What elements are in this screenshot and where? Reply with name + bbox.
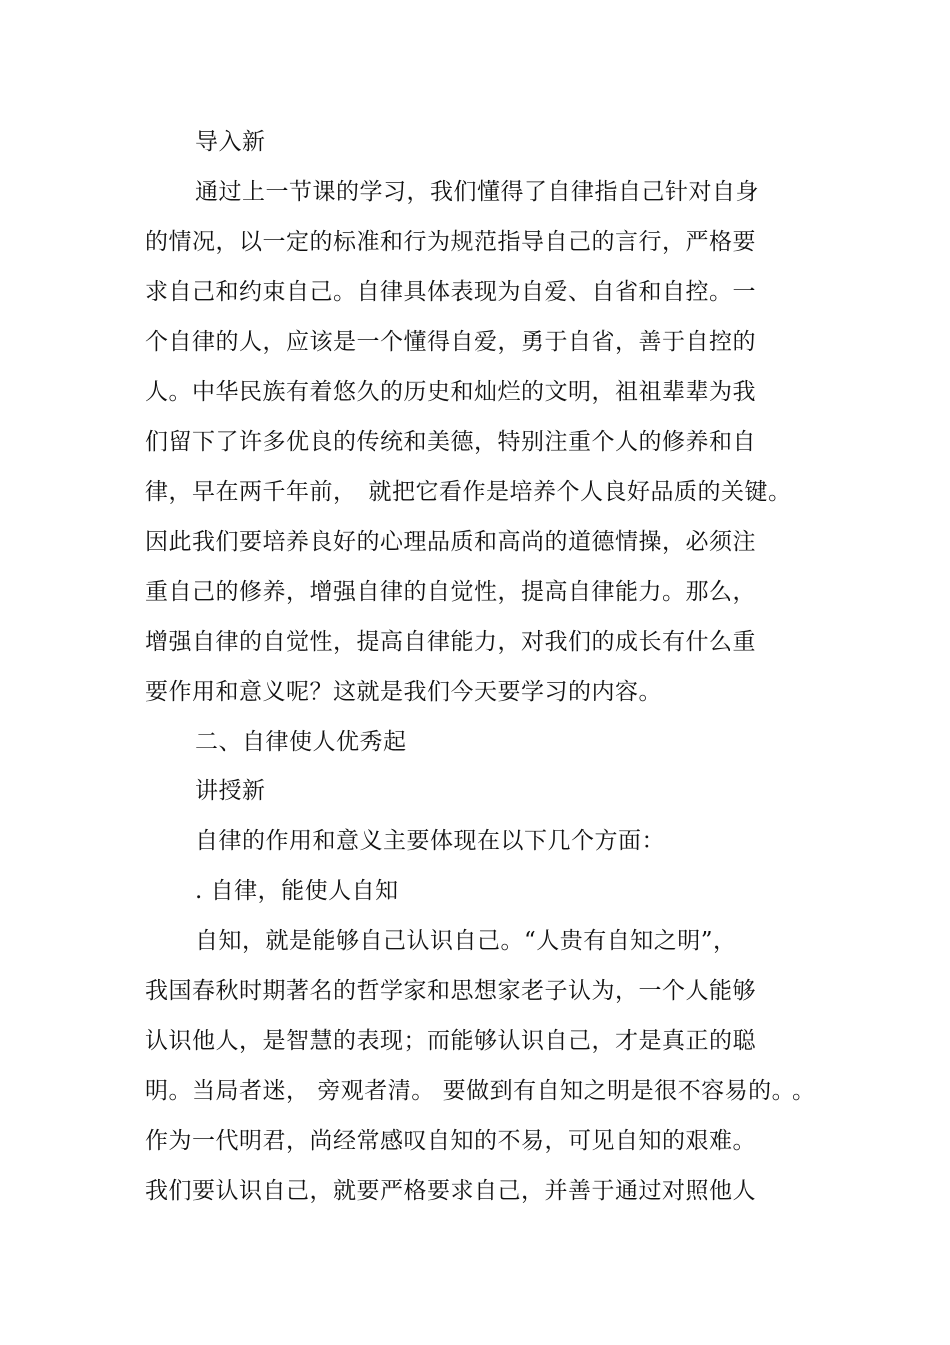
paragraph-line: 通过上一节课的学习，我们懂得了自律指自己针对自身 <box>195 179 759 205</box>
paragraph-line: 求自己和约束自己。自律具体表现为自爱、自省和自控。一 <box>145 279 756 305</box>
section-title: 二、自律使人优秀起 <box>195 729 407 755</box>
paragraph-line: 律，早在两千年前， 就把它看作是培养个人良好品质的关键。 <box>145 479 792 505</box>
paragraph-line: 认识他人，是智慧的表现；而能够认识自己，才是真正的聪 <box>145 1028 756 1054</box>
stray-punctuation: 。 <box>792 1078 815 1104</box>
paragraph-line: 们留下了许多优良的传统和美德，特别注重个人的修养和自 <box>145 429 756 455</box>
paragraph-line: 要作用和意义呢？这就是我们今天要学习的内容。 <box>145 679 662 705</box>
paragraph-line: 人。中华民族有着悠久的历史和灿烂的文明，祖祖辈辈为我 <box>145 379 756 405</box>
point-heading: . 自律，能使人自知 <box>195 878 399 904</box>
intro-aspects: 自律的作用和意义主要体现在以下几个方面： <box>195 828 665 854</box>
paragraph-line: 我们要认识自己，就要严格要求自己，并善于通过对照他人 <box>145 1178 756 1204</box>
paragraph-line: 的情况，以一定的标准和行为规范指导自己的言行，严格要 <box>145 229 756 255</box>
paragraph-line: 因此我们要培养良好的心理品质和高尚的道德情操，必须注 <box>145 529 756 555</box>
heading-intro: 导入新 <box>195 129 266 155</box>
paragraph-line: 自知，就是能够自己认识自己。“人贵有自知之明”， <box>195 928 737 954</box>
paragraph-line: 明。当局者迷， 旁观者清。 要做到有自知之明是很不容易的。 <box>145 1078 796 1104</box>
heading-teach: 讲授新 <box>195 778 266 804</box>
paragraph-line: 作为一代明君，尚经常感叹自知的不易，可见自知的艰难。 <box>145 1128 756 1154</box>
paragraph-line: 重自己的修养，增强自律的自觉性，提高自律能力。那么， <box>145 579 756 605</box>
paragraph-line: 增强自律的自觉性，提高自律能力，对我们的成长有什么重 <box>145 629 756 655</box>
paragraph-line: 个自律的人，应该是一个懂得自爱，勇于自省，善于自控的 <box>145 329 756 355</box>
paragraph-line: 我国春秋时期著名的哲学家和思想家老子认为，一个人能够 <box>145 978 756 1004</box>
